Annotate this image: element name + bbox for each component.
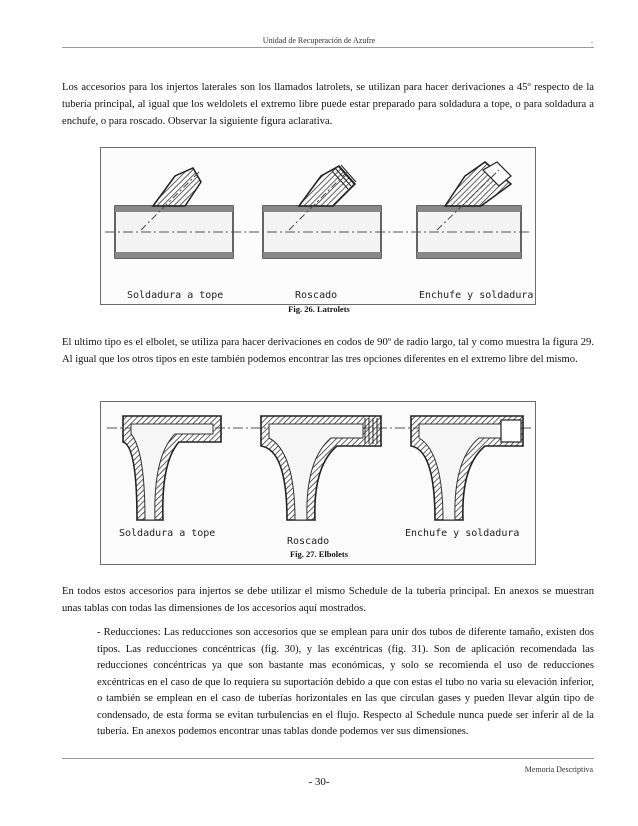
figure-27-caption: Fig. 27. Elbolets: [289, 549, 349, 559]
latrolet-butt-weld: [115, 168, 233, 258]
fig27-label-3: Enchufe y soldadura: [405, 528, 520, 539]
paragraph-schedule: En todos estos accesorios para injertos se debe utilizar el mismo Schedule de la tubería principal. En anexos se muestran unas tablas con todas las dimensiones de los accesorios aquí mostrados.: [62, 586, 594, 614]
page-number: - 30-: [308, 776, 330, 788]
elbolets-drawing: [101, 402, 535, 564]
figure-26-caption: Fig. 26. Latrolets: [288, 304, 350, 314]
footer-rule: [62, 758, 594, 759]
latrolet-socket-weld: [417, 162, 521, 258]
fig27-label-1: Soldadura a tope: [119, 528, 216, 539]
header-title: Unidad de Recuperación de Azufre: [262, 36, 376, 45]
elbolet-butt-weld: [123, 416, 221, 520]
elbolet-socket-weld: [411, 416, 523, 520]
header-mark: .: [591, 36, 593, 45]
fig26-label-3: Enchufe y soldadura: [419, 290, 534, 301]
latrolets-drawing: [101, 148, 535, 304]
fig26-label-2: Roscado: [295, 290, 338, 301]
fig26-label-1: Soldadura a tope: [127, 290, 224, 301]
figure-latrolets: [100, 147, 536, 305]
paragraph-elbolets: El ultimo tipo es el elbolet, se utiliza para hacer derivaciones en codos de 90º de radio largo, tal y como muestra la figura 29. Al igual que los otros tipos en este también podemos encontrar las tres opciones diferentes en el extremo libre del mismo.: [62, 337, 594, 365]
figure-elbolets: [100, 401, 536, 565]
elbolet-threaded: [261, 416, 381, 520]
fig27-label-2: Roscado: [287, 536, 330, 547]
paragraph-latrolets: Los accesorios para los injertos laterales son los llamados latrolets, se utilizan para hacer derivaciones a 45º respecto de la tubería principal, al igual que los weldolets el extremo libre puede estar preparado para soldadura a tope, o para soldadura a enchufe, o para roscado. Observar la siguiente figura aclarativa.: [62, 82, 594, 127]
latrolet-threaded: [263, 165, 381, 258]
footer-label: Memoria Descriptiva: [524, 765, 593, 774]
header-rule: [62, 47, 594, 48]
list-item-reducciones: - Reducciones: Las reducciones son accesorios que se emplean para unir dos tubos de diferente tamaño, existen dos tipos. Las reducciones concéntricas (fig. 30), y las excéntricas (fig. 31). Son de aplicación recomendada las reducciones concéntricas ya que son bastante mas económicas, y solo se recomienda el uso de reducciones excéntricas en el caso de que lo requiera su suportación debido a que con estas el tubo no varia su elevación inferior, o también se emplean en el caso de tuberías horizontales en las que circulan gases y pueden llevar algún tipo de condensado, de esta forma se evitan turbulencias en el flujo. Respecto al Schedule nunca puede ser inferir al de la tubería. En anexos podemos encontrar unas tablas donde podemos ver sus dimensiones.: [97, 627, 594, 737]
